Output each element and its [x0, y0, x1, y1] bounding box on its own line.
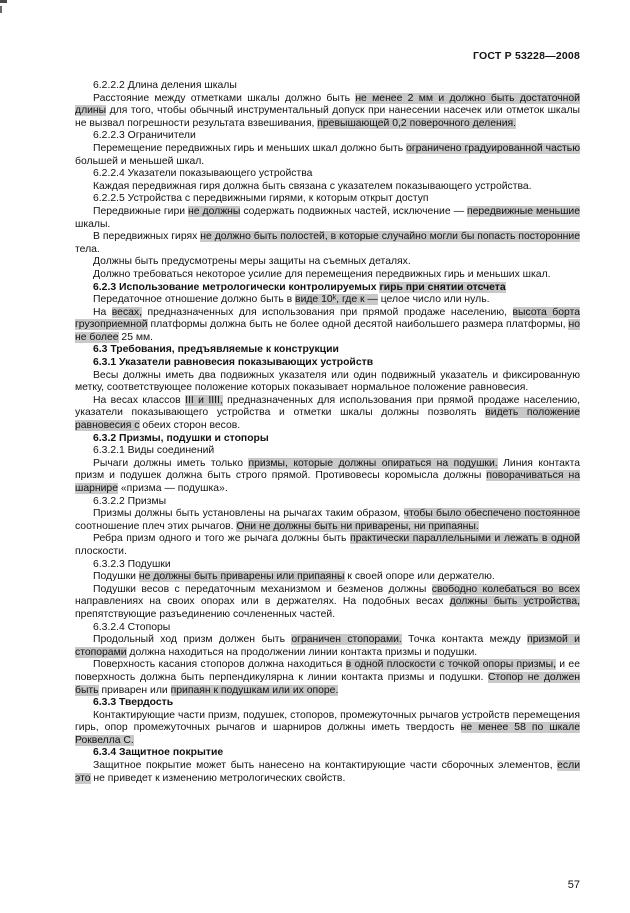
- highlighted-text: видеть положение равновесия с: [75, 407, 580, 432]
- paragraph: [75, 659, 580, 697]
- highlighted-text: превышающей 0,2 поверочного деления.: [317, 117, 517, 129]
- highlighted-text: гирь при снятии отсчета: [379, 281, 506, 293]
- text-run: Каждая передвижная гиря должна быть связана с указателем показывающего устройства.: [93, 180, 532, 192]
- text-run: Подушки: [93, 571, 139, 583]
- text-run: В передвижных гирях: [93, 231, 201, 243]
- text-run: «призма — подушка».: [118, 483, 228, 494]
- text-run: препятствующие разъединению сочлененных частей.: [75, 608, 336, 620]
- paragraph: [75, 206, 580, 231]
- text-run: Точка контакта между: [401, 634, 528, 646]
- text-run: Должно требоваться некоторое усилие для перемещения передвижных гирь и меньших шкал.: [93, 268, 551, 280]
- highlighted-text: Они не должны быть ни приварены, ни припаяны.: [236, 520, 479, 532]
- text-run: Призмы должны быть установлены на рычагах таким образом,: [93, 508, 404, 520]
- text-run: На: [93, 306, 112, 318]
- highlighted-text: не менее 2 мм и должно быть достаточной длины: [75, 92, 580, 117]
- text-run: 6.3.2.3 Подушки: [93, 558, 171, 570]
- text-run: приварен или: [98, 684, 171, 696]
- highlighted-text: призмой и стопорами: [75, 634, 580, 658]
- paragraph: [75, 634, 580, 659]
- text-run: большей и меньшей шкал.: [75, 155, 205, 167]
- text-run: шкалы.: [75, 218, 111, 230]
- highlighted-text: Стопор не должен быть: [75, 671, 580, 696]
- paragraph: [75, 584, 580, 622]
- paragraph: [75, 80, 580, 93]
- paragraph: [75, 143, 580, 168]
- text-run: 6.3.4 Защитное покрытие: [93, 747, 224, 759]
- doc-header: [75, 50, 580, 62]
- paragraph: [75, 760, 580, 785]
- paragraph: [75, 508, 580, 533]
- text-run: 6.2.2.3 Ограничители: [93, 130, 196, 142]
- text-run: 6.2.2.4 Указатели показывающего устройства: [93, 168, 313, 180]
- text-run: 6.2.3 Использование метрологически контролируемых: [93, 281, 380, 293]
- text-run: Весы должны иметь два подвижных указателя или один подвижный указатель и фиксированную метку, соответствующее положение которых показывает нормальное положение равновесия.: [75, 369, 580, 394]
- page-number: 57: [567, 879, 580, 891]
- text-run: для того, чтобы обычный инструментальный допуск при нанесении насечек или отметок шкалы не вызвал погрешности результата взвешивания,: [75, 105, 580, 129]
- highlighted-text: в одной плоскости с точкой опоры призмы,: [345, 659, 556, 671]
- highlighted-text: весах,: [111, 306, 143, 318]
- highlighted-text: III и IIII,: [185, 394, 223, 406]
- text-run: не приведет к изменению метрологических свойств.: [90, 772, 346, 784]
- paragraph: [75, 256, 580, 269]
- highlighted-text: если это: [75, 760, 580, 784]
- highlighted-text: но не более: [75, 319, 580, 343]
- text-run: целое число или нуль.: [377, 294, 490, 306]
- text-run: 25 мм.: [118, 331, 154, 343]
- paragraph: [75, 93, 580, 131]
- paragraph: [75, 496, 580, 509]
- highlighted-text: виде 10ᵏ, где к —: [295, 294, 378, 306]
- highlighted-text: призмы, которые должны опираться на подушки.: [248, 457, 498, 469]
- section-heading: [75, 433, 580, 446]
- highlighted-text: не должны быть приварены или припаяны: [138, 571, 345, 583]
- text-run: 6.3.2.2 Призмы: [93, 495, 167, 507]
- text-run: тела.: [75, 243, 100, 255]
- paragraph: [75, 533, 580, 558]
- highlighted-text: передвижные меньшие: [466, 205, 580, 217]
- text-run: Защитное покрытие может быть нанесено на контактирующие части сборочных элементов,: [93, 760, 558, 772]
- text-run: соотношение плеч этих рычагов.: [75, 520, 237, 532]
- paragraph: [75, 370, 580, 395]
- text-run: должна находиться на продолжении линии контакта призмы и подушки.: [126, 646, 478, 658]
- text-run: содержать подвижных частей, исключение —: [240, 205, 467, 217]
- scan-artifact-mark: [0, 6, 2, 13]
- text-run: Контактирующие части призм, подушек, стопоров, промежуточных рычагов устройств перемещения гирь, опор промежуточных рычагов и шарниров должны иметь твердость: [75, 709, 580, 734]
- section-heading: [75, 344, 580, 357]
- text-run: Ребра призм одного и того же рычага должны быть: [93, 533, 351, 545]
- text-run: Должны быть предусмотрены меры защиты на съемных деталях.: [93, 256, 411, 268]
- text-run: предназначенных для использования при прямой продаже населению,: [142, 306, 513, 318]
- text-run: На весах классов: [93, 394, 186, 406]
- highlighted-text: не должны: [188, 205, 241, 217]
- paragraph: [75, 168, 580, 181]
- text-run: к своей опоре или держателю.: [344, 571, 495, 583]
- highlighted-text: должны быть устройства,: [449, 596, 580, 608]
- highlighted-text: высота борта грузоприемной: [75, 306, 580, 331]
- text-run: 6.3.2.4 Стопоры: [93, 621, 171, 633]
- text-run: Передаточное отношение должно быть в: [93, 294, 296, 306]
- section-heading: [75, 357, 580, 370]
- text-run: 6.3.2 Призмы, подушки и стопоры: [93, 432, 269, 444]
- text-run: 6.3.3 Твердость: [93, 697, 174, 709]
- paragraph: [75, 571, 580, 584]
- paragraph: [75, 710, 580, 748]
- text-run: направлениях на своих опорах или в держателях. На подобных весах: [75, 596, 450, 608]
- highlighted-text: практически параллельными и лежать в одной: [350, 533, 580, 545]
- text-run: и ее поверхность должна быть перпендикулярна к линии контакта призмы и подушки.: [75, 659, 580, 683]
- doc-footer: [568, 879, 580, 891]
- text-run: 6.3.1 Указатели равновесия показывающих устройств: [93, 357, 374, 369]
- text-run: плоскости.: [75, 545, 127, 557]
- highlighted-text: не менее 58 по шкале Роквелла С.: [75, 722, 580, 746]
- document-body: [75, 80, 580, 785]
- paragraph: [75, 231, 580, 256]
- section-heading: [75, 747, 580, 760]
- highlighted-text: ограничен стопорами.: [291, 634, 402, 646]
- section-heading: [75, 697, 580, 710]
- text-run: Подушки весов с передаточным механизмом и безменов должны: [93, 583, 432, 595]
- paragraph: [75, 181, 580, 194]
- scan-artifact-mark: [0, 0, 7, 3]
- highlighted-text: чтобы было обеспечено постоянное: [403, 508, 580, 520]
- text-run: 6.3 Требования, предъявляемые к конструкции: [93, 344, 339, 356]
- highlighted-text: не должно быть полостей, в которые случайно могли бы попасть посторонние: [200, 231, 580, 243]
- text-run: Продольный ход призм должен быть: [93, 634, 292, 646]
- text-run: платформы должна быть не более одной десятой наибольшего размера платформы,: [147, 319, 569, 331]
- text-run: Перемещение передвижных гирь и меньших шкал должно быть: [93, 142, 407, 154]
- text-run: Рычаги должны иметь только: [93, 457, 249, 469]
- text-run: 6.3.2.1 Виды соединений: [93, 445, 215, 457]
- doc-number: ГОСТ Р 53228—2008: [472, 50, 580, 62]
- paragraph: [75, 395, 580, 433]
- paragraph: [75, 193, 580, 206]
- text-run: Передвижные гири: [93, 205, 189, 217]
- highlighted-text: поворачиваться на шарнире: [75, 470, 580, 494]
- highlighted-text: припаян к подушкам или их опоре.: [170, 684, 339, 696]
- text-run: 6.2.2.5 Устройства с передвижными гирями, к которым открыт доступ: [93, 193, 429, 205]
- paragraph: [75, 269, 580, 282]
- paragraph: [75, 307, 580, 345]
- text-run: предназначенных для использования при прямой продаже населению, указатели показывающего устройства и отметки шкалы должны позволять: [75, 394, 581, 419]
- highlighted-text: свободно колебаться во всех: [431, 583, 580, 595]
- text-run: Линия контакта призм и подушек должна быть строго прямой. Противовесы коромысла должны: [75, 457, 581, 482]
- paragraph: [75, 294, 580, 307]
- paragraph: [75, 458, 580, 496]
- text-run: 6.2.2.2 Длина деления шкалы: [93, 80, 237, 91]
- text-run: Поверхность касания стопоров должна находиться: [93, 659, 346, 671]
- text-run: Расстояние между отметками шкалы должно быть: [93, 92, 356, 104]
- paragraph: [75, 130, 580, 143]
- paragraph: [75, 622, 580, 635]
- section-heading: [75, 282, 580, 295]
- text-run: обеих сторон весов.: [139, 420, 241, 432]
- paragraph: [75, 445, 580, 458]
- paragraph: [75, 559, 580, 572]
- highlighted-text: ограничено градуированной частью: [406, 142, 581, 154]
